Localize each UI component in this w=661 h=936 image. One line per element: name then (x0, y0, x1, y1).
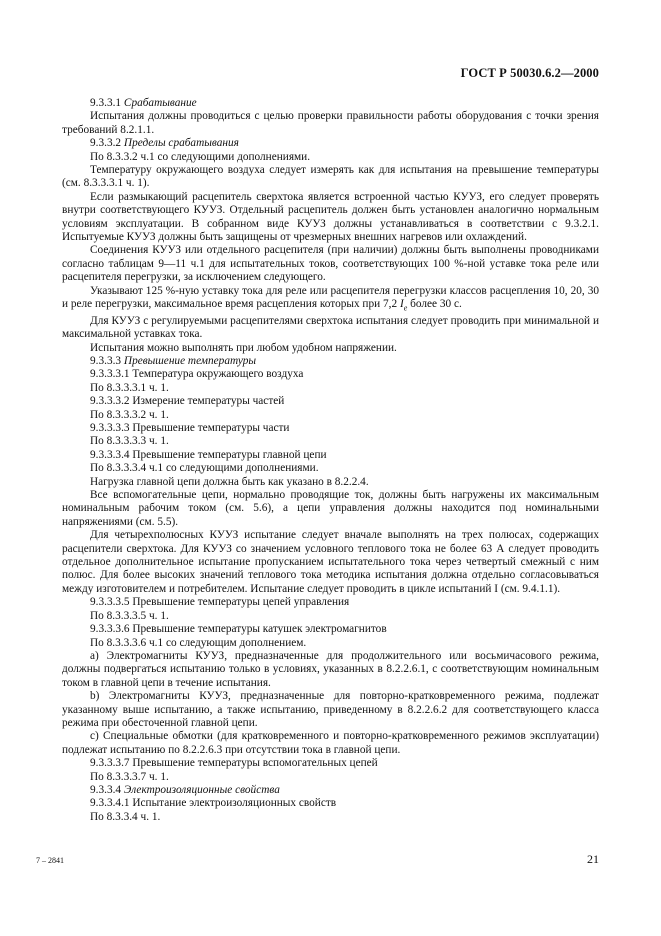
paragraph: Соединения КУУЗ или отдельного расцепителя (при наличии) должны быть выполнены проводниками согласно таблицам 9—11 ч.1 для испытательных токов, соответствующих 100 %-ной уставке тока реле или расцепителя перегрузки, за исключением следующего. (62, 244, 599, 284)
reference-line: По 8.3.3.3.3 ч. 1. (90, 435, 169, 448)
section-number: 9.3.3.1 (90, 97, 122, 109)
list-item: b) Электромагниты КУУЗ, предназначенные для повторно-кратковременного режима, подлежат указанному выше испытанию, а также испытанию, приведенному в 8.2.2.6.2 для соответствующего класса режима при обесточенной главной цепи. (62, 690, 599, 729)
paragraph: Если размыкающий расцепитель сверхтока является встроенной частью КУУЗ, его следует проверять внутри соответствующего КУУЗ. Отдельный расцепитель должен быть установлен аналогично нормальным условиям эксплуатации. В собранном виде КУУЗ должны устанавливаться в соответствии с 9.3.2.1. Испытуемые КУУЗ должны быть защищены от чрезмерных внешних нагревов или охлаждений. (62, 190, 599, 244)
subsection-heading: 9.3.3.3.7 Превышение температуры вспомогательных цепей (90, 757, 378, 770)
reference-line: По 8.3.3.3.7 ч. 1. (90, 770, 169, 783)
section-number: 9.3.3.2 (90, 137, 122, 150)
reference-line: По 8.3.3.3.6 ч.1 со следующим дополнением. (90, 636, 307, 649)
document-code: ГОСТ Р 50030.6.2—2000 (460, 66, 599, 80)
paragraph: Испытания можно выполнять при любом удобном напряжении. (90, 341, 397, 354)
subsection-heading: 9.3.3.3.2 Измерение температуры частей (90, 395, 285, 408)
reference-line: По 8.3.3.3.1 ч. 1. (90, 381, 169, 394)
subsection-heading: 9.3.3.3.4 Превышение температуры главной цепи (90, 448, 327, 461)
list-item: с) Специальные обмотки (для кратковременного и повторно-кратковременного режимов эксплуатации) подлежат испытанию по 8.2.2.6.3 при отсутствии тока в главной цепи. (62, 730, 599, 756)
reference-line: По 8.3.3.3.5 ч. 1. (90, 609, 169, 622)
subsection-heading: 9.3.3.4.1 Испытание электроизоляционных свойств (90, 797, 337, 810)
paragraph: Все вспомогательные цепи, нормально проводящие ток, должны быть нагружены их максимальным номинальным рабочим током (см. 5.6), а цепи управления должны находится под номинальными напряжениями (см. 5.5). (62, 489, 599, 528)
section-number: 9.3.3.3 (90, 354, 122, 367)
section-heading (62, 137, 599, 150)
paragraph: Для КУУЗ с регулируемыми расцепителями сверхтока испытания следует проводить при минимальной и максимальной уставках тока. (62, 314, 599, 341)
section-heading (62, 784, 599, 797)
page-number: 21 (587, 852, 599, 866)
section-title: Срабатывание (123, 97, 197, 109)
list-item: а) Электромагниты КУУЗ, предназначенные для продолжительного или восьмичасового режима, должны подвергаться испытанию только в условиях, указанных в 8.2.2.6.1, с соответствующим номинальным током в главной цепи в течение испытания. (62, 649, 599, 689)
subsection-heading: 9.3.3.3.6 Превышение температуры катушек электромагнитов (90, 623, 387, 636)
reference-line: По 8.3.3.4 ч. 1. (90, 810, 161, 823)
section-heading (62, 97, 599, 110)
page-body (62, 97, 599, 824)
print-mark: 7 – 2841 (36, 856, 64, 865)
subsection-heading: 9.3.3.3.3 Превышение температуры части (90, 422, 290, 434)
section-title: Пределы срабатывания (123, 137, 239, 150)
subsection-heading: 9.3.3.3.5 Превышение температуры цепей управления (90, 596, 350, 609)
paragraph: Температуру окружающего воздуха следует измерять как для испытания на превышение температуры (см. 8.3.3.3.1 ч. 1). (62, 164, 599, 190)
section-title: Электроизоляционные свойства (123, 783, 280, 796)
paragraph: Нагрузка главной цепи должна быть как указано в 8.2.2.4. (90, 475, 369, 488)
reference-line: По 8.3.3.3.4 ч.1 со следующими дополнениями. (90, 462, 319, 475)
section-heading (62, 355, 599, 368)
section-number: 9.3.3.4 (90, 783, 122, 796)
reference-line: По 8.3.3.2 ч.1 со следующими дополнениями. (90, 150, 311, 163)
paragraph: Испытания должны проводиться с целью проверки правильности работы оборудования с точки зрения требований 8.2.1.1. (62, 110, 599, 136)
subsection-heading: 9.3.3.3.1 Температура окружающего воздуха (90, 368, 304, 381)
section-title: Превышение температуры (123, 354, 257, 367)
paragraph: Указывают 125 %-ную уставку тока для реле или расцепителя перегрузки классов расцепления 10, 20, 30 и реле перегрузки, максимальное время расцепления которых при 7,2 $I_e$ более 30 с. (62, 284, 599, 313)
reference-line: По 8.3.3.3.2 ч. 1. (90, 408, 169, 421)
paragraph: Для четырехполюсных КУУЗ испытание следует вначале выполнять на трех полюсах, содержащих расцепители сверхтока. Для КУУЗ со значением условного теплового тока не более 63 А следует проводить отдельное дополнительное испытание пропусканием испытательного тока через четвертый смежный с ним полюс. Для более высоких значений теплового тока методика испытания должна отдельно согласовываться между изготовителем и потребителем. Испытание следует проводить в цикле испытаний I (см. 9.4.1.1). (62, 529, 599, 595)
